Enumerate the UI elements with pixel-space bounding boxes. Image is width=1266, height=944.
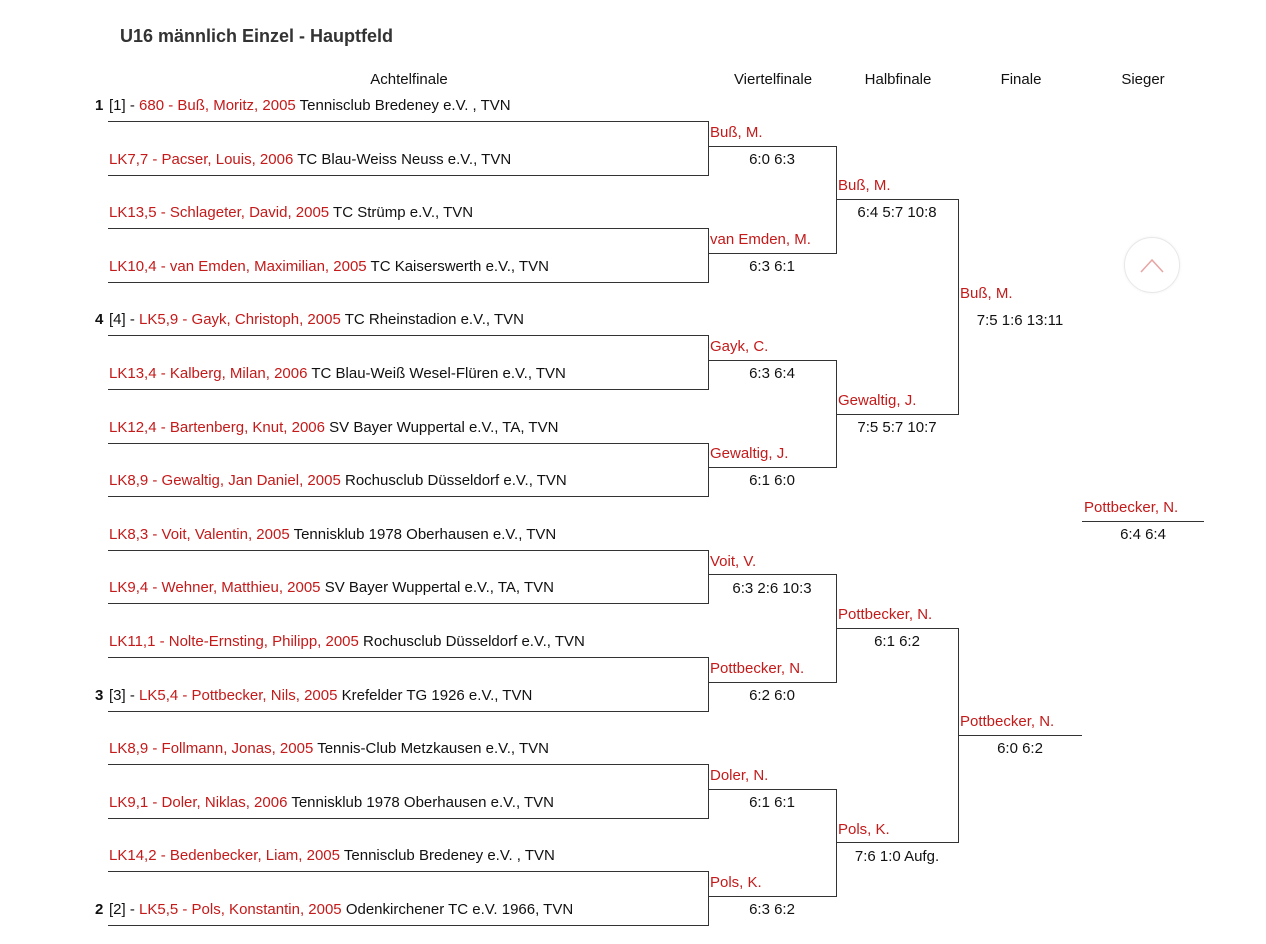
player-entry[interactable]: [109, 258, 549, 275]
player-club: Tennisklub 1978 Oberhausen e.V., TVN: [287, 793, 555, 811]
bracket-line: [108, 657, 708, 658]
sf-winner[interactable]: Buß, M.: [838, 177, 891, 195]
sf-score: 7:5 5:7 10:7: [857, 418, 937, 436]
player-entry[interactable]: [109, 794, 554, 811]
player-club: Tennisclub Bredeney e.V. , TVN: [295, 97, 511, 114]
qf-winner[interactable]: Gayk, C.: [710, 338, 769, 356]
player-entry[interactable]: [109, 419, 558, 436]
bracket-line: [108, 550, 708, 551]
sf-score: 6:4 5:7 10:8: [857, 204, 937, 222]
player-club: TC Blau-Weiss Neuss e.V., TVN: [293, 150, 512, 168]
seed-number: 3: [95, 686, 104, 704]
player-name[interactable]: LK9,4 - Wehner, Matthieu, 2005: [109, 579, 321, 597]
bracket-line: [958, 199, 959, 414]
header-finale: Finale: [1000, 71, 1042, 88]
header-sieger: Sieger: [1121, 71, 1165, 88]
bracket-line: [108, 871, 708, 872]
champion-score: 6:4 6:4: [1120, 526, 1166, 543]
final-winner[interactable]: Buß, M.: [960, 284, 1013, 302]
seed-label: [1] -: [109, 97, 140, 114]
player-entry[interactable]: [109, 97, 511, 114]
bracket-line: [108, 443, 708, 444]
player-club: Tennisklub 1978 Oberhausen e.V., TVN: [289, 525, 557, 543]
header-achtelfinale: Achtelfinale: [370, 71, 448, 88]
bracket-line: [108, 818, 708, 819]
player-name[interactable]: LK7,7 - Pacser, Louis, 2006: [109, 150, 294, 168]
header-viertelfinale: Viertelfinale: [733, 71, 813, 88]
qf-score: 6:3 6:2: [749, 901, 795, 919]
qf-score: 6:3 6:1: [749, 258, 795, 275]
bracket-line: [108, 175, 708, 176]
bracket-line: [836, 628, 958, 629]
bracket-line: [108, 603, 708, 604]
player-entry[interactable]: [109, 311, 524, 328]
player-name[interactable]: LK9,1 - Doler, Niklas, 2006: [109, 793, 288, 811]
sf-score: 6:1 6:2: [874, 633, 920, 651]
qf-winner[interactable]: Buß, M.: [710, 123, 763, 141]
seed-number: 2: [95, 901, 104, 918]
player-name[interactable]: LK8,9 - Gewaltig, Jan Daniel, 2005: [109, 472, 341, 490]
sf-winner[interactable]: Pottbecker, N.: [838, 606, 933, 624]
final-score: 6:0 6:2: [997, 740, 1043, 758]
bracket-line: [108, 925, 708, 926]
player-name[interactable]: LK8,9 - Follmann, Jonas, 2005: [109, 740, 314, 758]
player-club: TC Kaiserswerth e.V., TVN: [366, 257, 549, 275]
qf-winner[interactable]: Voit, V.: [710, 552, 757, 570]
player-entry[interactable]: [109, 526, 556, 543]
bracket-line: [836, 414, 958, 415]
bracket-line: [708, 467, 836, 468]
qf-score: 6:1 6:0: [749, 472, 795, 490]
player-entry[interactable]: [109, 472, 567, 489]
bracket-line: [108, 496, 708, 497]
player-club: TC Blau-Weiß Wesel-Flüren e.V., TVN: [307, 365, 566, 382]
qf-score: 6:3 2:6 10:3: [732, 579, 812, 597]
final-score: 7:5 1:6 13:11: [976, 311, 1064, 329]
bracket-line: [108, 121, 708, 122]
player-club: Tennisclub Bredeney e.V. , TVN: [340, 847, 555, 865]
player-club: Rochusclub Düsseldorf e.V., TVN: [358, 633, 585, 650]
qf-winner[interactable]: van Emden, M.: [710, 231, 811, 248]
player-name[interactable]: LK13,5 - Schlageter, David, 2005: [109, 204, 330, 222]
player-name[interactable]: LK5,9 - Gayk, Christoph, 2005: [139, 311, 341, 329]
bracket-line: [708, 896, 836, 897]
seed-number: 1: [95, 97, 104, 114]
player-club: Tennis-Club Metzkausen e.V., TVN: [313, 740, 549, 758]
player-club: TC Strümp e.V., TVN: [329, 204, 474, 222]
header-halbfinale: Halbfinale: [864, 71, 932, 88]
sf-winner[interactable]: Gewaltig, J.: [838, 391, 917, 409]
scroll-to-top-button[interactable]: [1124, 237, 1180, 293]
qf-winner[interactable]: Gewaltig, J.: [710, 445, 789, 463]
bracket-line: [1082, 521, 1204, 522]
seed-number: 4: [95, 311, 104, 329]
bracket-line: [708, 682, 836, 683]
player-club: Krefelder TG 1926 e.V., TVN: [337, 686, 533, 704]
player-entry[interactable]: [109, 579, 554, 596]
bracket-line: [108, 764, 708, 765]
sf-winner[interactable]: Pols, K.: [838, 820, 890, 838]
player-name[interactable]: LK12,4 - Bartenberg, Knut, 2006: [109, 418, 325, 436]
player-name[interactable]: LK5,5 - Pols, Konstantin, 2005: [139, 901, 342, 918]
champion-name[interactable]: Pottbecker, N.: [1084, 499, 1179, 516]
player-entry[interactable]: [109, 151, 511, 168]
bracket-line: [108, 282, 708, 283]
player-entry[interactable]: [109, 740, 549, 757]
seed-label: [2] -: [109, 901, 140, 918]
bracket-line: [708, 253, 836, 254]
bracket-line: [708, 789, 836, 790]
final-winner[interactable]: Pottbecker, N.: [960, 713, 1055, 731]
bracket-line: [108, 711, 708, 712]
player-club: Rochusclub Düsseldorf e.V., TVN: [340, 472, 567, 490]
qf-winner[interactable]: Pottbecker, N.: [710, 659, 805, 677]
page-title: U16 männlich Einzel - Hauptfeld: [120, 26, 394, 46]
bracket-line: [708, 360, 836, 361]
player-entry[interactable]: [109, 847, 555, 864]
player-entry[interactable]: [109, 633, 585, 650]
bracket-line: [708, 574, 836, 575]
bracket-line: [108, 389, 708, 390]
seed-label: [3] -: [109, 686, 140, 704]
player-club: SV Bayer Wuppertal e.V., TA, TVN: [320, 579, 554, 597]
player-club: SV Bayer Wuppertal e.V., TA, TVN: [324, 418, 559, 436]
bracket-line: [108, 228, 708, 229]
bracket-line: [958, 735, 1082, 736]
player-entry[interactable]: [109, 901, 573, 918]
player-entry[interactable]: [109, 687, 532, 704]
player-name[interactable]: LK11,1 - Nolte-Ernsting, Philipp, 2005: [109, 633, 359, 650]
qf-score: 6:2 6:0: [749, 686, 795, 704]
player-club: Odenkirchener TC e.V. 1966, TVN: [341, 901, 574, 918]
player-name[interactable]: LK8,3 - Voit, Valentin, 2005: [109, 525, 290, 543]
player-name[interactable]: 680 - Buß, Moritz, 2005: [139, 97, 296, 114]
bracket-line: [836, 842, 958, 843]
player-name[interactable]: LK13,4 - Kalberg, Milan, 2006: [109, 365, 308, 382]
bracket-line: [708, 146, 836, 147]
bracket-line: [836, 199, 958, 200]
sf-score: 7:6 1:0 Aufg.: [854, 847, 940, 865]
player-entry[interactable]: [109, 365, 566, 382]
qf-score: 6:3 6:4: [749, 365, 795, 383]
player-name[interactable]: LK14,2 - Bedenbecker, Liam, 2005: [109, 847, 340, 865]
seed-label: [4] -: [109, 311, 140, 329]
player-name[interactable]: LK5,4 - Pottbecker, Nils, 2005: [139, 686, 338, 704]
player-entry[interactable]: [109, 204, 473, 221]
player-name[interactable]: LK10,4 - van Emden, Maximilian, 2005: [109, 257, 367, 275]
player-club: TC Rheinstadion e.V., TVN: [340, 311, 524, 329]
qf-winner[interactable]: Pols, K.: [710, 874, 762, 892]
qf-score: 6:1 6:1: [749, 794, 795, 811]
qf-winner[interactable]: Doler, N.: [710, 767, 769, 784]
bracket-line: [108, 335, 708, 336]
qf-score: 6:0 6:3: [749, 150, 795, 168]
chevron-up-icon: [1125, 238, 1179, 292]
